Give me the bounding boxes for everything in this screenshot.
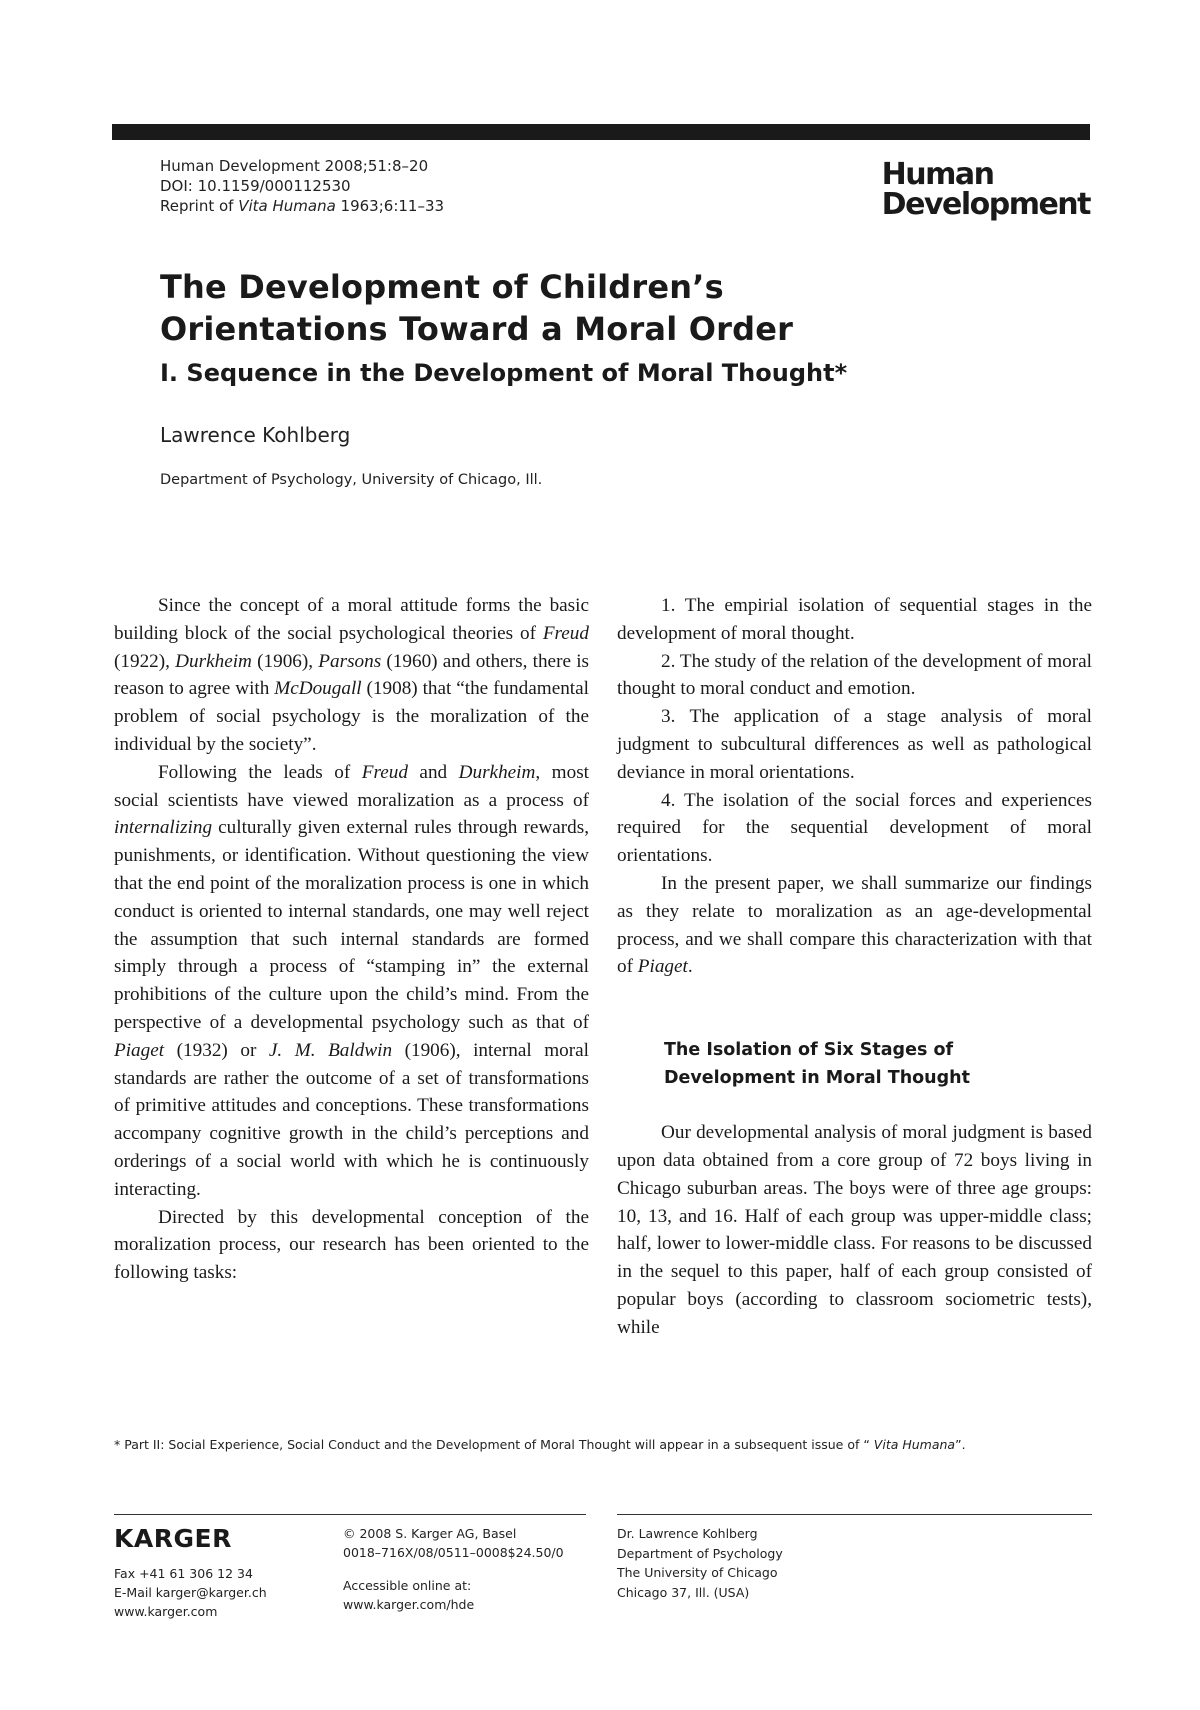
body-paragraph: Since the concept of a moral attitude forms the basic building block of the social psychological theories of Freud (1922), Durkheim (1906), Parsons (1960) and others, there is reason to agree with McDougall (1908) that “the fundamental problem of social psychology is the moralization of the individual by the society”. bbox=[114, 595, 589, 755]
section-heading: The Isolation of Six Stages of Development in Moral Thought bbox=[664, 1040, 970, 1089]
journal-logo-line2: Development bbox=[881, 187, 1090, 222]
article-subtitle: I. Sequence in the Development of Moral Thought* bbox=[160, 359, 848, 387]
task-item: 1. The empirial isolation of sequential stages in the development of moral thought. bbox=[617, 595, 1092, 644]
body-column-left bbox=[114, 592, 589, 1287]
task-item: 3. The application of a stage analysis of moral judgment to subcultural differences as well as pathological deviance in moral orientations. bbox=[617, 706, 1092, 783]
publisher-fax: Fax +41 61 306 12 34 bbox=[114, 1566, 253, 1581]
task-item: 4. The isolation of the social forces and experiences required for the sequential development of moral orientations. bbox=[617, 789, 1092, 867]
publisher-website[interactable]: www.karger.com bbox=[114, 1604, 218, 1619]
issn-code: 0018–716X/08/0511–0008$24.50/0 bbox=[343, 1545, 564, 1560]
journal-logo bbox=[881, 157, 1090, 222]
journal-reprint: Reprint of Vita Humana 1963;6:11–33 bbox=[160, 197, 445, 215]
publisher-logo: KARGER bbox=[114, 1524, 232, 1553]
body-column-right bbox=[617, 592, 1092, 1342]
top-rule bbox=[112, 124, 1090, 140]
corr-city: Chicago 37, Ill. (USA) bbox=[617, 1584, 750, 1600]
corr-university: The University of Chicago bbox=[617, 1565, 778, 1580]
publisher-email[interactable]: E-Mail karger@karger.ch bbox=[114, 1585, 267, 1600]
copyright-block bbox=[343, 1524, 564, 1614]
journal-logo-line1: Human bbox=[881, 157, 994, 192]
footnote: * Part II: Social Experience, Social Conduct and the Development of Moral Thought will appear in a subsequent issue of “ Vita Humana”. bbox=[114, 1437, 966, 1452]
body-paragraph: Directed by this developmental conception of the moralization process, our research has been oriented to the following tasks: bbox=[114, 1206, 589, 1284]
online-label: Accessible online at: bbox=[343, 1578, 472, 1593]
publisher-contact bbox=[114, 1564, 267, 1621]
article-author: Lawrence Kohlberg bbox=[160, 423, 351, 447]
correspondence-address bbox=[617, 1524, 783, 1602]
online-url-link[interactable]: www.karger.com/hde bbox=[343, 1597, 475, 1612]
corr-name: Dr. Lawrence Kohlberg bbox=[617, 1526, 758, 1541]
footer-rule bbox=[617, 1514, 1092, 1515]
copyright-notice: © 2008 S. Karger AG, Basel bbox=[343, 1526, 517, 1541]
article-title: The Development of Children’s Orientations Toward a Moral Order bbox=[160, 268, 794, 348]
task-item: 2. The study of the relation of the development of moral thought to moral conduct and emotion. bbox=[617, 650, 1092, 700]
body-paragraph: Following the leads of Freud and Durkheim, most social scientists have viewed moralization as a process of internalizing culturally given external rules through rewards, punishments, or identification. Without questioning the view that the end point of the moralization process is one in which conduct is oriented to internal standards, one may well reject the assumption that such internal standards are formed simply through a process of “stamping in” the external prohibitions of the culture upon the child’s mind. From the perspective of a developmental psychology such as that of Piaget (1932) or J. M. Baldwin (1906), internal moral standards are rather the outcome of a set of transformations of primitive attitudes and conceptions. These transformations accompany cognitive growth in the child’s perceptions and orderings of a social world with which he is continuously interacting. bbox=[114, 761, 590, 1200]
body-paragraph: In the present paper, we shall summarize our findings as they relate to moralization as an age-developmental process, and we shall compare this characterization with that of Piaget. bbox=[617, 872, 1092, 978]
journal-citation: Human Development 2008;51:8–20 bbox=[160, 157, 429, 175]
body-paragraph: Our developmental analysis of moral judgment is based upon data obtained from a core group of 72 boys living in Chicago suburban areas. The boys were of three age groups: 10, 13, and 16. Half of each group was upper-middle class; half, lower to lower-middle class. For reasons to be discussed in the sequel to this paper, half of each group consisted of popular boys (according to classroom sociometric tests), while bbox=[617, 1122, 1092, 1338]
journal-citation-block bbox=[160, 156, 444, 216]
journal-doi: DOI: 10.1159/000112530 bbox=[160, 177, 351, 195]
corr-department: Department of Psychology bbox=[617, 1545, 783, 1561]
article-affiliation: Department of Psychology, University of Chicago, Ill. bbox=[160, 472, 543, 488]
footer-rule bbox=[114, 1514, 586, 1515]
